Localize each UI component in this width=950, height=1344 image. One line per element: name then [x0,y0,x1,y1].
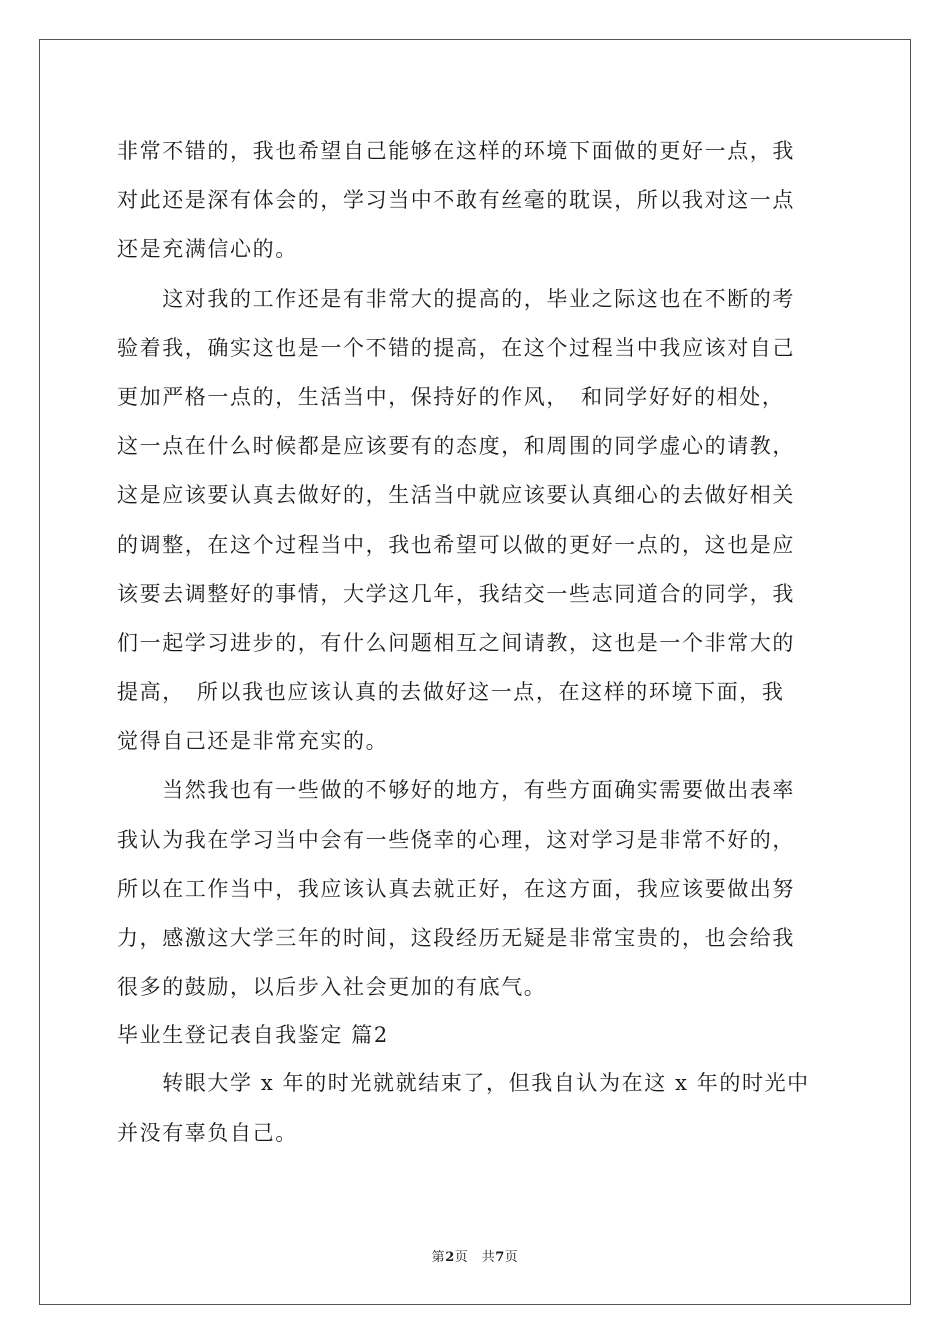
page-footer [0,1246,950,1265]
body-line: 觉得自己还是非常充实的。 [117,729,389,754]
body-line: 我认为我在学习当中会有一些侥幸的心理，这对学习是非常不好的， [117,827,795,852]
footer-page-suffix: 页 共 [454,1250,496,1265]
body-line: 很多的鼓励，以后步入社会更加的有底气。 [117,975,547,1000]
page-number: 2 [445,1250,455,1265]
section-heading: 毕业生登记表自我鉴定 篇2 [117,1023,389,1048]
body-line: 该要去调整好的事情，大学这几年，我结交一些志同道合的同学，我 [117,581,795,606]
body-line: 的调整，在这个过程当中，我也希望可以做的更好一点的，这也是应 [117,532,795,557]
document-body [117,127,833,1158]
body-line: 这一点在什么时候都是应该要有的态度，和周围的同学虚心的请教， [117,434,795,459]
body-line: 对此还是深有体会的，学习当中不敢有丝毫的耽误，所以我对这一点 [117,188,795,213]
footer-prefix: 第 [431,1250,446,1265]
body-line: 转眼大学 x 年的时光就就结束了，但我自认为在这 x 年的时光中 [117,1071,810,1096]
body-line: 这对我的工作还是有非常大的提高的，毕业之际这也在不断的考 [117,286,795,311]
footer-total-suffix: 页 [504,1250,519,1265]
body-line: 这是应该要认真去做好的，生活当中就应该要认真细心的去做好相关 [117,483,795,508]
body-line: 当然我也有一些做的不够好的地方，有些方面确实需要做出表率 [117,778,795,803]
body-line: 们一起学习进步的，有什么问题相互之间请教，这也是一个非常大的 [117,630,795,655]
body-line: 提高， 所以我也应该认真的去做好这一点，在这样的环境下面，我 [117,680,785,705]
page-total: 7 [495,1250,505,1265]
body-line: 验着我，确实这也是一个不错的提高，在这个过程当中我应该对自己 [117,335,795,360]
body-line: 还是充满信心的。 [117,237,298,262]
body-line: 非常不错的，我也希望自己能够在这样的环境下面做的更好一点，我 [117,139,795,163]
body-line: 力，感激这大学三年的时间，这段经历无疑是非常宝贵的，也会给我 [117,926,795,950]
body-line: 并没有辜负自己。 [117,1120,298,1145]
body-line: 更加严格一点的，生活当中，保持好的作风， 和同学好好的相处， [117,384,785,409]
body-line: 所以在工作当中，我应该认真去就正好，在这方面，我应该要做出努 [117,876,795,901]
